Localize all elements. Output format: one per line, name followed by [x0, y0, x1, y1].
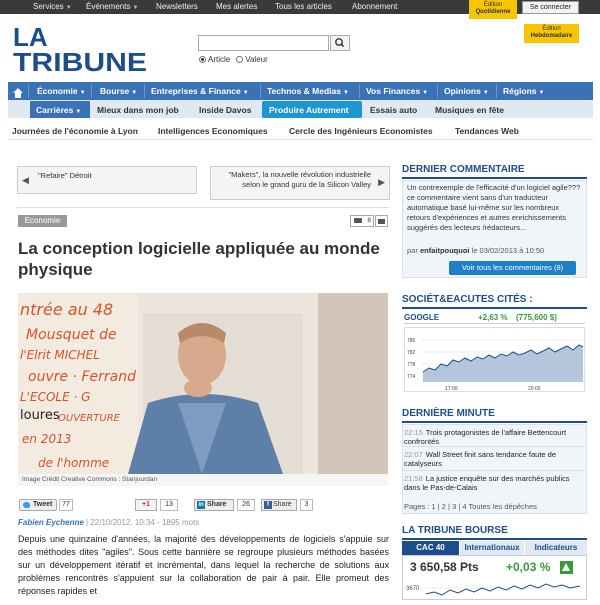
nav-musiques[interactable]: Musiques en fête: [435, 105, 504, 115]
nav-produire-autrement[interactable]: Produire Autrement: [269, 105, 349, 115]
byline: [18, 518, 199, 527]
home-icon[interactable]: [13, 85, 23, 95]
edition-hebdo-button[interactable]: Édition Hebdomadaire: [524, 24, 579, 43]
nav-technos[interactable]: Technos & Medias ▼: [267, 86, 349, 96]
nav-bourse[interactable]: Bourse ▼: [100, 86, 138, 96]
article-date: | 22/10/2012, 10:34 - 1895 mots: [86, 518, 200, 527]
tweet-count: 77: [59, 499, 73, 511]
nav-essais-auto[interactable]: Essais auto: [370, 105, 418, 115]
search-icon: [331, 36, 349, 50]
alertes-link[interactable]: Mes alertes: [216, 2, 258, 11]
connect-button[interactable]: Se connecter: [522, 1, 579, 14]
nav-carrieres[interactable]: Carrières ▼: [36, 105, 82, 115]
svg-text:loures: loures: [20, 408, 60, 423]
print-icon: [378, 219, 385, 224]
tab-indicateurs[interactable]: Indicateurs: [525, 541, 587, 555]
stock-change: +2,63 %: [478, 313, 508, 322]
abonnement-link[interactable]: Abonnement: [352, 2, 398, 11]
svg-text:en 2013: en 2013: [22, 432, 72, 446]
radio-valeur[interactable]: Valeur: [236, 55, 268, 64]
stock-chart[interactable]: [404, 327, 585, 392]
svg-text:3670: 3670: [406, 586, 420, 592]
svg-text:ntrée au 48: ntrée au 48: [20, 300, 114, 319]
svg-text:Mousquet de: Mousquet de: [26, 327, 117, 343]
article-title: La conception logicielle appliquée au monde physique: [18, 239, 380, 279]
newsletters-link[interactable]: Newsletters: [156, 2, 198, 11]
svg-text:de l'homme: de l'homme: [38, 456, 110, 470]
tab-internationaux[interactable]: Internationaux: [460, 541, 524, 555]
nav-entreprises[interactable]: Entreprises & Finance ▼: [151, 86, 249, 96]
all-comments-button[interactable]: Voir tous les commentaires (8): [449, 261, 576, 275]
search-input[interactable]: [198, 35, 329, 51]
comments-count-button[interactable]: 8: [350, 215, 374, 227]
svg-text:20:00: 20:00: [528, 386, 541, 392]
print-button[interactable]: [375, 215, 388, 227]
comment-user[interactable]: enfaitpouquoi: [419, 246, 470, 255]
stocks-heading: SOCIÉT&EACUTES CITÉS :: [402, 294, 587, 309]
up-arrow-icon: [560, 561, 573, 574]
facebook-count: 3: [300, 499, 313, 511]
svg-text:OUVERTURE: OUVERTURE: [58, 413, 120, 424]
nav-finances[interactable]: Vos Finances ▼: [366, 86, 429, 96]
prev-article-link[interactable]: ◀ "Refaire" Détroit: [17, 166, 197, 194]
nav-tendances-web[interactable]: Tendances Web: [455, 126, 519, 136]
cac40-chart[interactable]: [404, 580, 585, 600]
la-tribune-logo[interactable]: [12, 24, 148, 74]
nav-intelligences[interactable]: Intelligences Economiques: [158, 126, 268, 136]
arrow-left-icon: ◀: [22, 175, 29, 185]
tab-cac40[interactable]: CAC 40: [402, 541, 459, 555]
photo-caption: Image Crédit Creative Commons : Stanjourdan: [18, 474, 388, 486]
news-item[interactable]: 21:58 La justice enquête sur des marchés publics dans le Pas-de-Calais: [404, 474, 570, 492]
radio-article[interactable]: Article: [199, 55, 230, 64]
nav-journees-lyon[interactable]: Journées de l'économie à Lyon: [12, 126, 138, 136]
stock-value: (775,600 $): [516, 313, 557, 322]
logo-line2: TRIBUNE: [13, 47, 147, 74]
article-photo: [18, 293, 388, 474]
comment-author-line: par enfaitpouquoi le 03/02/2013 à 10:50: [407, 246, 545, 255]
logo-line1: LA: [13, 24, 48, 52]
category-tag[interactable]: Economie: [18, 215, 67, 227]
cac40-change: +0,03 %: [506, 560, 551, 574]
search-button[interactable]: [330, 35, 350, 51]
twitter-icon: [23, 502, 30, 508]
divider: [17, 207, 389, 208]
svg-text:l'Elrit MICHEL: l'Elrit MICHEL: [20, 348, 100, 362]
facebook-share-button[interactable]: f Share: [261, 499, 297, 511]
svg-text:17:00: 17:00: [445, 386, 458, 392]
linkedin-icon: in: [198, 502, 204, 508]
news-item[interactable]: 22:07 Wall Street finit sans tendance faute de catalyseurs: [404, 450, 556, 468]
nav-mieux-job[interactable]: Mieux dans mon job: [97, 105, 179, 115]
stock-name-link[interactable]: GOOGLE: [404, 313, 440, 322]
bourse-heading: LA TRIBUNE BOURSE: [402, 525, 587, 540]
nav-economie[interactable]: Économie ▼: [37, 86, 86, 96]
article-body: Depuis une quinzaine d'années, la majorité des développements de logiciels s'appuie sur des méthodes dites "agiles". Sous cette bannière se regroupe plusieurs méthodes basées sur un développement itératif et incrémental, dans lequel la recherche de solutions aux problèmes rencontrés s'appuient sur la collaboration de pair à pair. Elle promeut des réponses rapides et: [18, 534, 389, 596]
facebook-icon: f: [264, 501, 272, 509]
cac40-value: 3 650,58 Pts: [410, 560, 479, 574]
articles-link[interactable]: Tous les articles: [275, 2, 332, 11]
linkedin-share-button[interactable]: in Share: [194, 499, 234, 511]
last-comment-text[interactable]: Un contrexemple de l'efficacité d'un logiciel agile??? ce commentaire vient sans d'un traducteur automatique basé lui-même sur les nombreux retours d'expériences et autres enrichissements suggérés des lecteurs /rédacteurs...: [407, 183, 581, 232]
evenements-menu[interactable]: Événements ▼: [86, 2, 139, 11]
edition-quotidienne-button[interactable]: Édition Quotidienne: [469, 0, 517, 19]
svg-text:ouvre · Ferrand: ouvre · Ferrand: [28, 369, 136, 385]
arrow-right-icon: ▶: [378, 177, 385, 187]
gplus-button[interactable]: +1: [135, 499, 157, 511]
news-item[interactable]: 22:15 Trois protagonistes de l'affaire Bettencourt confrontés: [404, 428, 567, 446]
nav-inside-davos[interactable]: Inside Davos: [199, 105, 252, 115]
svg-text:L'ECOLE · G: L'ECOLE · G: [20, 390, 91, 404]
comment-icon: [354, 218, 362, 223]
latest-news-heading: DERNIÈRE MINUTE: [402, 408, 587, 423]
tweet-button[interactable]: Tweet: [19, 499, 57, 511]
linkedin-count: 26: [237, 499, 255, 511]
last-comment-heading: DERNIER COMMENTAIRE: [402, 164, 587, 179]
services-menu[interactable]: Services ▼: [33, 2, 72, 11]
svg-text:774: 774: [407, 374, 416, 380]
svg-text:778: 778: [407, 362, 416, 368]
svg-text:786: 786: [407, 338, 416, 344]
next-article-link[interactable]: "Makers", la nouvelle révolution industrielle selon le grand guru de la Silicon Valley ▶: [210, 166, 390, 200]
svg-text:782: 782: [407, 350, 416, 356]
nav-opinions[interactable]: Opinions ▼: [444, 86, 489, 96]
author-link[interactable]: Fabien Eychenne: [18, 518, 84, 527]
search-scope: [199, 55, 268, 64]
nav-cercle[interactable]: Cercle des Ingénieurs Economistes: [289, 126, 433, 136]
nav-regions[interactable]: Régions ▼: [503, 86, 545, 96]
news-pager[interactable]: Pages : 1 | 2 | 3 | 4 Toutes les dépêches: [404, 502, 537, 511]
gplus-count: 13: [160, 499, 178, 511]
